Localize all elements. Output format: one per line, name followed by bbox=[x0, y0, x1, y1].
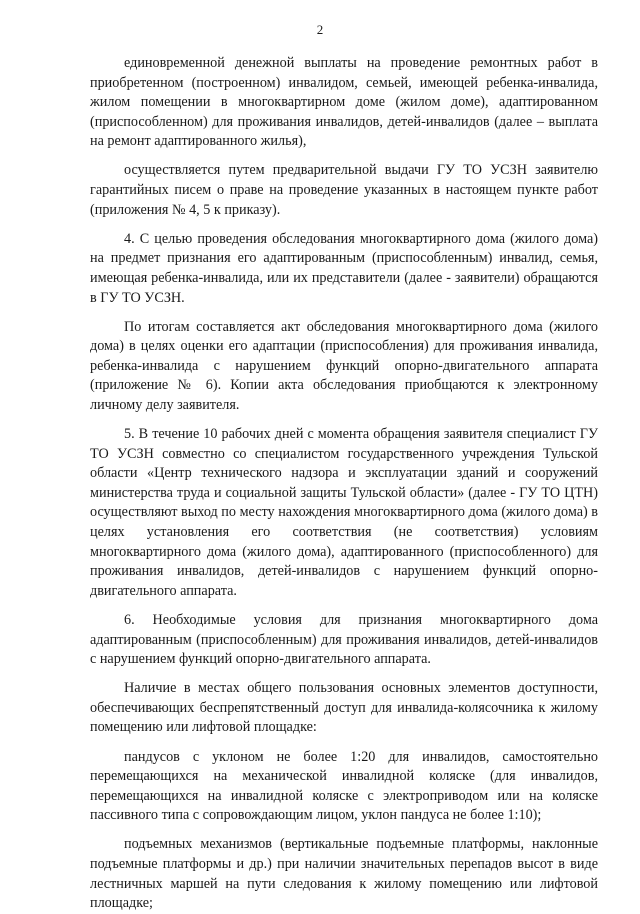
paragraph-item-6: 6. Необходимые условия для признания многоквартирного дома адаптированным (приспособленным) для проживания инвалидов, детей-инвалидов с нарушением функций опорно-двигательного аппарата. bbox=[90, 611, 598, 668]
paragraph-guarantee-letters: осуществляется путем предварительной выдачи ГУ ТО УСЗН заявителю гарантийных писем о праве на проведение указанных в настоящем пункте работ (приложения № 4, 5 к приказу). bbox=[90, 162, 598, 218]
paragraph-item-5: 5. В течение 10 рабочих дней с момента обращения заявителя специалист ГУ ТО УСЗН совместно со специалистом государственного учреждения Тульской области «Центр технического надзора и эксплуатации зданий и сооружений министерства труда и социальной защиты Тульской области» (далее - ГУ ТО ЦТН) осуществляют выход по месту нахождения многоквартирного дома (жилого дома) в целях установления его соответствия (не соответствия) условиям многоквартирного дома (жилого дома), адаптированного (приспособленного) для проживания инвалидов, детей-инвалидов с нарушением функций опорно-двигательного аппарата. bbox=[90, 426, 598, 599]
document-body bbox=[90, 54, 598, 914]
paragraph-inspection-act: По итогам составляется акт обследования многоквартирного дома (жилого дома) в целях оценки его адаптации (приспособления) для проживания инвалида, ребенка-инвалида с нарушением функций опорно-двигательного аппарата (приложение № 6). Копии акта обследования приобщаются к электронному личному делу заявителя. bbox=[90, 318, 598, 413]
paragraph-accessibility-elements: Наличие в местах общего пользования основных элементов доступности, обеспечивающих беспрепятственный доступ для инвалида-колясочника к жилому помещению или лифтовой площадке: bbox=[90, 680, 598, 736]
paragraph-payment-continuation: единовременной денежной выплаты на проведение ремонтных работ в приобретенном (построенном) инвалидом, семьей, имеющей ребенка-инвалида, жилом помещении в многоквартирном доме (жилом доме), адаптированном (приспособленном) для проживания инвалидов, детей-инвалидов (далее – выплата на ремонт адаптированного жилья), bbox=[90, 55, 598, 150]
paragraph-ramps: пандусов с уклоном не более 1:20 для инвалидов, самостоятельно перемещающихся на механической инвалидной коляске (для инвалидов, перемещающихся на инвалидной коляске с электроприводом или на коляске пассивного типа с сопровождающим лицом, уклон пандуса не более 1:10); bbox=[90, 748, 598, 824]
paragraph-item-4: 4. С целью проведения обследования многоквартирного дома (жилого дома) на предмет признания его адаптированным (приспособленным) инвалид, семья, имеющая ребенка-инвалида, или их представители (далее - заявители) обращаются в ГУ ТО УСЗН. bbox=[90, 230, 598, 306]
page-number: 2 bbox=[316, 22, 324, 37]
paragraph-lifting-mechanisms: подъемных механизмов (вертикальные подъемные платформы, наклонные подъемные платформы и др.) при наличии значительных перепадов высот в виде лестничных маршей на пути следования к жилому помещению или лифтовой площадке; bbox=[90, 836, 598, 912]
